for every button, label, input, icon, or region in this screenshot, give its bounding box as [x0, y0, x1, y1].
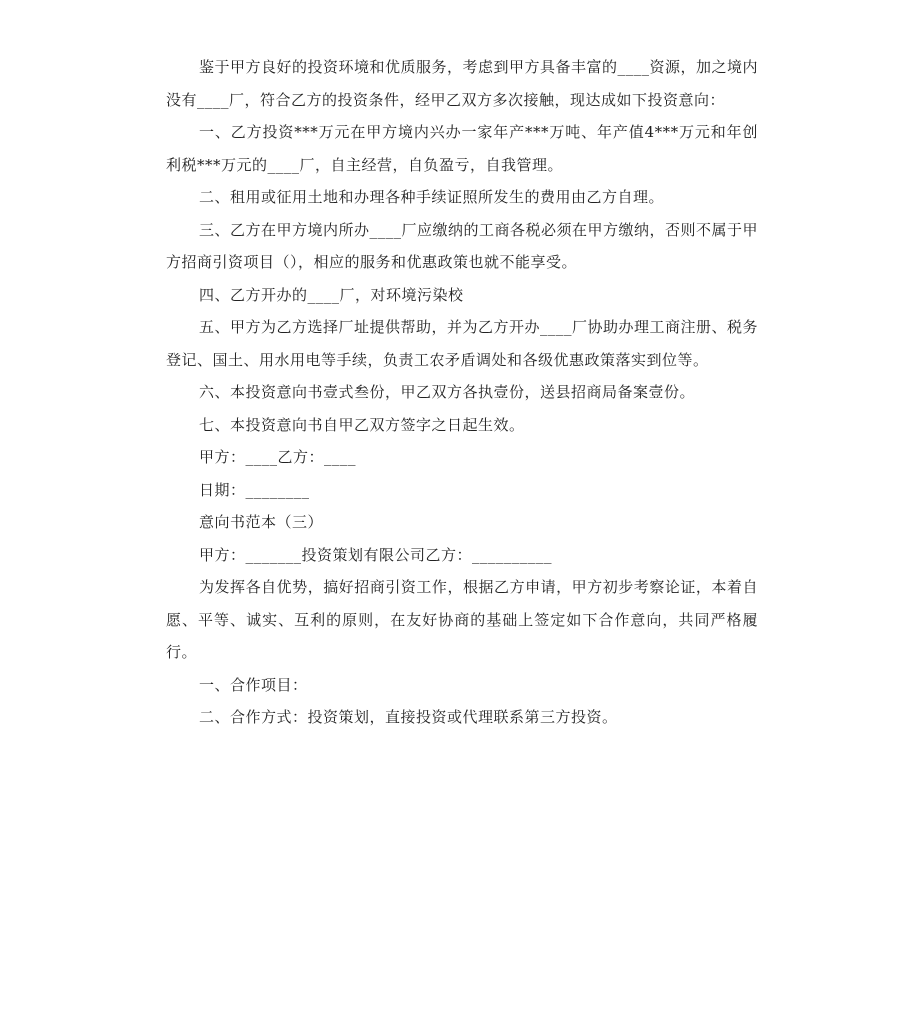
paragraph-method: 二、合作方式：投资策划，直接投资或代理联系第三方投资。 — [199, 708, 618, 726]
paragraph-project: 一、合作项目： — [199, 675, 308, 694]
paragraph-intro: 鉴于甲方良好的投资环境和优质服务，考虑到甲方具备丰富的____资源，加之境内没有____厂，符合乙方的投资条件，经甲乙双方多次接触，现达成如下投资意向： — [166, 58, 759, 109]
document-body — [166, 51, 758, 734]
paragraph-preamble: 为发挥各自优势，搞好招商引资工作，根据乙方申请，甲方初步考察论证，本着自愿、平等、诚实、互利的原则，在友好协商的基础上签定如下合作意向，共同严格履行。 — [166, 578, 758, 661]
date-line: 日期：________ — [199, 480, 310, 499]
paragraph-clause-5: 五、甲方为乙方选择厂址提供帮助，并为乙方开办____厂协助办理工商注册、税务登记、国土、用水用电等手续，负责工农矛盾调处和各级优惠政策落实到位等。 — [166, 318, 759, 369]
paragraph-clause-6: 六、本投资意向书壹式叁份，甲乙双方各执壹份，送县招商局备案壹份。 — [199, 383, 696, 401]
paragraph-clause-1: 一、乙方投资***万元在甲方境内兴办一家年产***万吨、年产值4***万元和年创利税***万元的____厂，自主经营，自负盈亏，自我管理。 — [166, 123, 758, 174]
paragraph-clause-2: 二、租用或征用土地和办理各种手续证照所发生的费用由乙方自理。 — [199, 188, 665, 206]
paragraph-clause-4: 四、乙方开办的____厂，对环境污染校 — [199, 285, 464, 304]
signature-line: 甲方：____乙方：____ — [199, 448, 357, 466]
paragraph-clause-3: 三、乙方在甲方境内所办____厂应缴纳的工商各税必须在甲方缴纳，否则不属于甲方招商引资项目（），相应的服务和优惠政策也就不能享受。 — [166, 220, 759, 271]
paragraph-clause-7: 七、本投资意向书自甲乙双方签字之日起生效。 — [199, 415, 525, 434]
parties-line: 甲方：_______投资策划有限公司乙方：__________ — [199, 545, 553, 564]
section-heading: 意向书范本（三） — [199, 513, 324, 531]
